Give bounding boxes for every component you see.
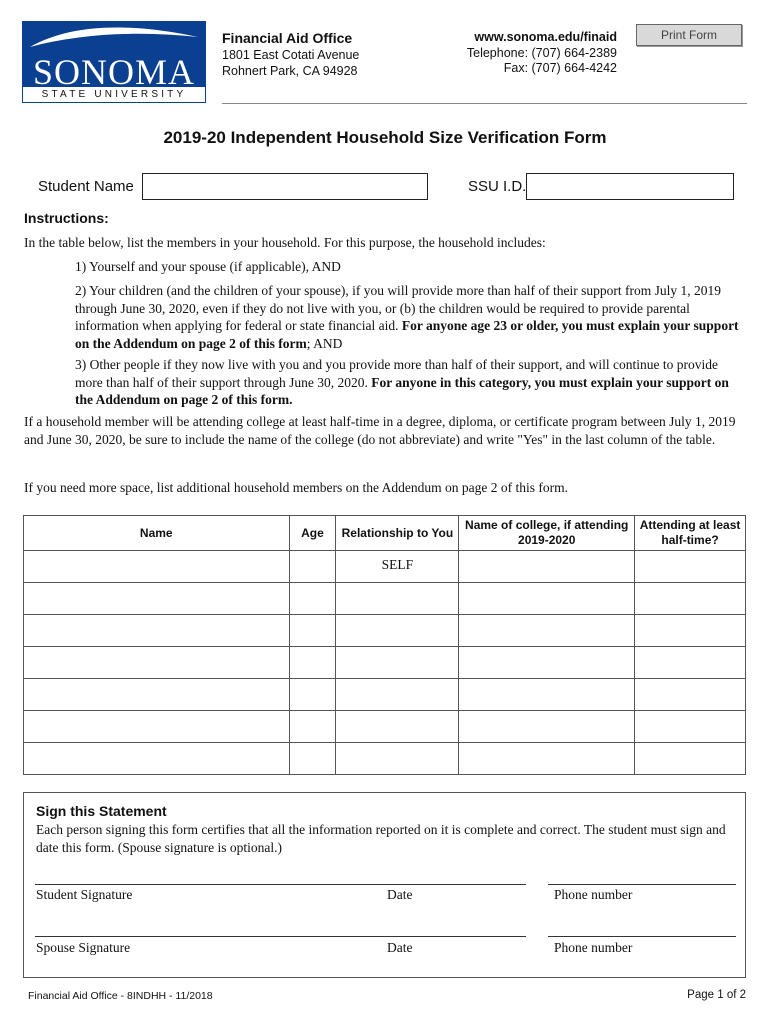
college-cell[interactable] <box>459 647 635 679</box>
telephone: Telephone: (707) 664-2389 <box>466 46 617 60</box>
col-header-college: Name of college, if attending 2019-2020 <box>459 516 635 551</box>
spouse-phone-line[interactable] <box>548 936 736 937</box>
name-cell[interactable] <box>24 679 290 711</box>
table-row <box>24 583 746 615</box>
header-divider <box>222 103 747 104</box>
fax: Fax: (707) 664-4242 <box>503 61 617 75</box>
relationship-cell[interactable] <box>336 711 459 743</box>
table-row <box>24 647 746 679</box>
logo-banner <box>22 21 206 87</box>
office-title: Financial Aid Office <box>222 30 353 46</box>
relationship-cell[interactable] <box>336 647 459 679</box>
logo-wordmark: SONOMA <box>32 52 196 87</box>
table-row <box>24 743 746 775</box>
name-cell[interactable] <box>24 647 290 679</box>
sign-text: Each person signing this form certifies that all the information reported on it is complete and correct. The student must sign and date this form. (Spouse signature is optional.) <box>36 822 726 855</box>
instruction-item-2 <box>75 282 745 352</box>
sign-statement-box <box>23 792 746 978</box>
table-header-row <box>24 516 746 551</box>
college-cell[interactable] <box>459 743 635 775</box>
student-date-label: Date <box>387 887 413 902</box>
address-line2: Rohnert Park, CA 94928 <box>222 64 358 78</box>
relationship-cell[interactable] <box>336 583 459 615</box>
attending-cell[interactable] <box>635 679 746 711</box>
spouse-signature-label: Spouse Signature <box>36 940 131 955</box>
student-name-label: Student Name <box>38 178 134 195</box>
instruction-item-1: 1) Yourself and your spouse (if applicable), AND <box>75 259 341 274</box>
student-phone-line[interactable] <box>548 884 736 885</box>
name-cell[interactable] <box>24 551 290 583</box>
name-cell[interactable] <box>24 711 290 743</box>
relationship-cell[interactable]: SELF <box>336 551 459 583</box>
attending-cell[interactable] <box>635 551 746 583</box>
instructions-intro: In the table below, list the members in your household. For this purpose, the household includes: <box>24 235 546 250</box>
student-signature-line[interactable] <box>35 884 526 885</box>
table-row <box>24 551 746 583</box>
more-space-note: If you need more space, list additional household members on the Addendum on page 2 of this form. <box>24 480 569 495</box>
website-link[interactable]: www.sonoma.edu/finaid <box>474 30 617 44</box>
attending-cell[interactable] <box>635 711 746 743</box>
age-cell[interactable] <box>289 679 336 711</box>
college-cell[interactable] <box>459 615 635 647</box>
table-row <box>24 711 746 743</box>
page-number: Page 1 of 2 <box>687 989 746 1001</box>
print-form-button[interactable]: Print Form <box>636 24 742 46</box>
address-line1: 1801 East Cotati Avenue <box>222 48 360 62</box>
col-header-attending: Attending at least half-time? <box>635 516 746 551</box>
student-name-input[interactable] <box>142 173 428 200</box>
col-header-age: Age <box>289 516 336 551</box>
sonoma-state-logo <box>22 21 206 103</box>
attending-cell[interactable] <box>635 583 746 615</box>
student-signature-label: Student Signature <box>36 887 133 902</box>
instruction-item-3-bold: For anyone in this category, you must explain your support on the Addendum on page 2 of this form. <box>75 374 729 407</box>
student-phone-label: Phone number <box>554 887 633 902</box>
col-header-relationship: Relationship to You <box>336 516 459 551</box>
attending-cell[interactable] <box>635 615 746 647</box>
age-cell[interactable] <box>289 743 336 775</box>
instructions-heading: Instructions: <box>24 210 109 226</box>
table-row <box>24 615 746 647</box>
college-note: If a household member will be attending college at least half-time in a degree, diploma, or certificate program between July 1, 2019 and June 30, 2020, be sure to include the name of the college (do not abbreviate) and write "Yes" in the last column of the table. <box>24 414 736 447</box>
relationship-cell[interactable] <box>336 743 459 775</box>
instruction-item-2-tail: ; AND <box>306 335 343 351</box>
attending-cell[interactable] <box>635 743 746 775</box>
footer-form-code: Financial Aid Office - 8INDHH - 11/2018 <box>28 990 213 1002</box>
name-cell[interactable] <box>24 615 290 647</box>
relationship-cell[interactable] <box>336 679 459 711</box>
age-cell[interactable] <box>289 647 336 679</box>
name-cell[interactable] <box>24 583 290 615</box>
instruction-item-3-text: 3) Other people if they now live with you and you provide more than half of their support, and will continue to provide more than half of their support through June 30, 2020. <box>75 357 718 390</box>
instruction-item-3 <box>75 356 745 409</box>
age-cell[interactable] <box>289 615 336 647</box>
college-cell[interactable] <box>459 711 635 743</box>
relationship-cell[interactable] <box>336 615 459 647</box>
name-cell[interactable] <box>24 743 290 775</box>
ssu-id-input[interactable] <box>526 173 734 200</box>
college-cell[interactable] <box>459 679 635 711</box>
age-cell[interactable] <box>289 583 336 615</box>
college-cell[interactable] <box>459 583 635 615</box>
table-row <box>24 679 746 711</box>
instruction-item-2-bold: For anyone age 23 or older, you must explain your support on the Addendum on page 2 of this form <box>75 318 739 351</box>
college-cell[interactable] <box>459 551 635 583</box>
page-title: 2019-20 Independent Household Size Verification Form <box>163 128 607 147</box>
spouse-phone-label: Phone number <box>554 940 633 955</box>
spouse-date-label: Date <box>387 940 413 955</box>
logo-subtitle: STATE UNIVERSITY <box>22 87 206 103</box>
age-cell[interactable] <box>289 711 336 743</box>
sign-heading: Sign this Statement <box>36 803 167 819</box>
attending-cell[interactable] <box>635 647 746 679</box>
col-header-name: Name <box>24 516 290 551</box>
age-cell[interactable] <box>289 551 336 583</box>
instruction-item-2-text: 2) Your children (and the children of your spouse), if you will provide more than half of their support from July 1, 2019 through June 30, 2020, even if they do not live with you, or (b) the children would be required to provide parental information when applying for federal or state financial aid. <box>75 283 722 333</box>
spouse-signature-line[interactable] <box>35 936 526 937</box>
household-table <box>23 515 746 775</box>
ssu-id-label: SSU I.D. <box>468 178 527 195</box>
